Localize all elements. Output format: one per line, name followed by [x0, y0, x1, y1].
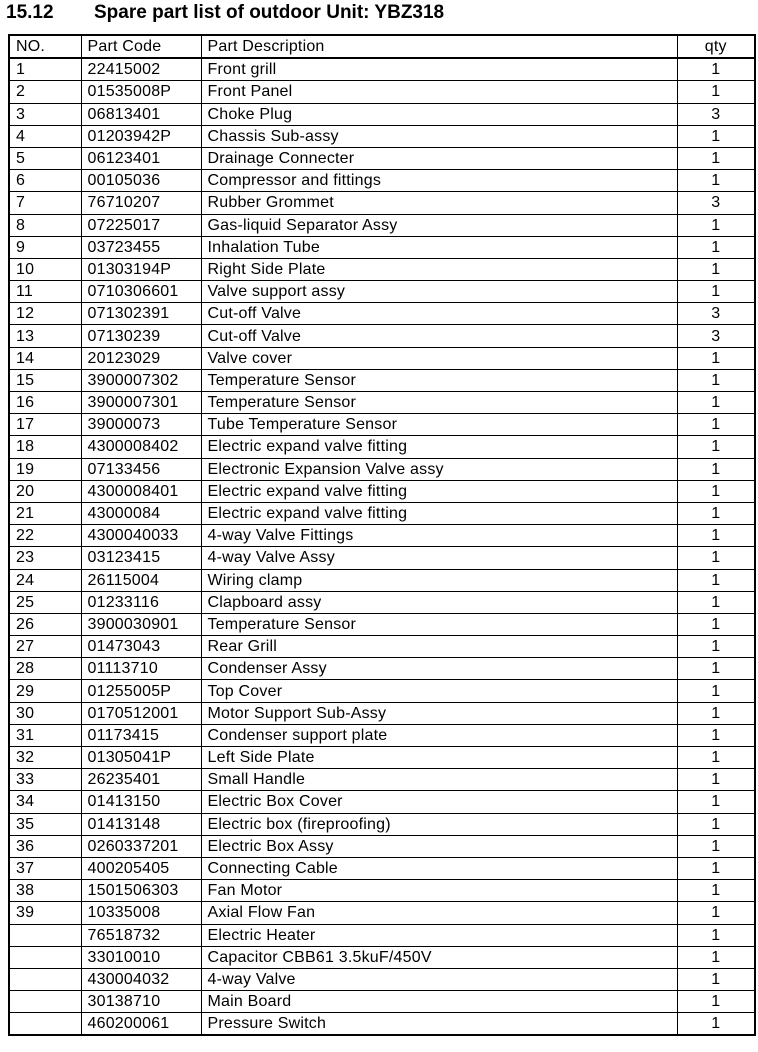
table-row [9, 658, 755, 680]
cell-qty: 1 [677, 702, 755, 724]
table-row [9, 81, 755, 103]
cell-qty: 1 [677, 835, 755, 857]
table-row [9, 547, 755, 569]
cell-qty: 1 [677, 946, 755, 968]
cell-no: 12 [9, 303, 81, 325]
table-row [9, 769, 755, 791]
cell-part-code: 01203942P [81, 125, 201, 147]
cell-part-description: Electric expand valve fitting [201, 436, 677, 458]
table-row [9, 58, 755, 81]
cell-part-description: Electric Box Cover [201, 791, 677, 813]
table-row [9, 946, 755, 968]
cell-part-description: Electric Box Assy [201, 835, 677, 857]
table-row [9, 325, 755, 347]
cell-qty: 1 [677, 58, 755, 81]
cell-no: 2 [9, 81, 81, 103]
table-row [9, 880, 755, 902]
cell-part-code: 3900007301 [81, 392, 201, 414]
cell-no: 15 [9, 369, 81, 391]
cell-part-description: Front grill [201, 58, 677, 81]
table-row [9, 835, 755, 857]
cell-qty: 1 [677, 547, 755, 569]
cell-part-code: 01303194P [81, 258, 201, 280]
cell-part-description: Electric Heater [201, 924, 677, 946]
cell-part-description: Choke Plug [201, 103, 677, 125]
table-row [9, 724, 755, 746]
cell-part-description: Valve cover [201, 347, 677, 369]
cell-qty: 1 [677, 436, 755, 458]
cell-part-code: 26235401 [81, 769, 201, 791]
cell-qty: 1 [677, 525, 755, 547]
cell-no: 28 [9, 658, 81, 680]
cell-qty: 1 [677, 392, 755, 414]
cell-part-code: 460200061 [81, 1013, 201, 1036]
table-row [9, 103, 755, 125]
cell-part-description: Electric box (fireproofing) [201, 813, 677, 835]
header-part-description: Part Description [201, 35, 677, 58]
cell-part-code: 4300040033 [81, 525, 201, 547]
header-part-code: Part Code [81, 35, 201, 58]
cell-qty: 1 [677, 502, 755, 524]
cell-qty: 3 [677, 325, 755, 347]
cell-part-code: 07133456 [81, 458, 201, 480]
cell-qty: 1 [677, 791, 755, 813]
cell-part-description: Axial Flow Fan [201, 902, 677, 924]
cell-part-code: 071302391 [81, 303, 201, 325]
cell-part-description: Valve support assy [201, 281, 677, 303]
cell-part-description: Front Panel [201, 81, 677, 103]
cell-part-code: 03123415 [81, 547, 201, 569]
cell-part-description: Wiring clamp [201, 569, 677, 591]
table-header-row [9, 35, 755, 58]
cell-part-code: 20123029 [81, 347, 201, 369]
cell-part-description: Cut-off Valve [201, 325, 677, 347]
cell-part-code: 01233116 [81, 591, 201, 613]
cell-part-description: Electric expand valve fitting [201, 502, 677, 524]
cell-part-code: 0170512001 [81, 702, 201, 724]
cell-no: 38 [9, 880, 81, 902]
cell-part-code: 07130239 [81, 325, 201, 347]
table-row [9, 991, 755, 1013]
cell-no: 16 [9, 392, 81, 414]
cell-part-code: 06813401 [81, 103, 201, 125]
cell-qty: 1 [677, 347, 755, 369]
cell-qty: 1 [677, 369, 755, 391]
cell-part-code: 01255005P [81, 680, 201, 702]
cell-no: 1 [9, 58, 81, 81]
cell-no: 21 [9, 502, 81, 524]
table-row [9, 369, 755, 391]
cell-qty: 1 [677, 591, 755, 613]
table-row [9, 857, 755, 879]
table-body [9, 58, 755, 1035]
cell-no: 36 [9, 835, 81, 857]
cell-no: 10 [9, 258, 81, 280]
cell-part-code: 07225017 [81, 214, 201, 236]
cell-part-description: Electric expand valve fitting [201, 480, 677, 502]
table-row [9, 436, 755, 458]
cell-qty: 1 [677, 658, 755, 680]
cell-no: 25 [9, 591, 81, 613]
cell-no: 37 [9, 857, 81, 879]
cell-part-code: 06123401 [81, 147, 201, 169]
cell-qty: 1 [677, 813, 755, 835]
cell-part-code: 76710207 [81, 192, 201, 214]
table-row [9, 303, 755, 325]
cell-part-description: Inhalation Tube [201, 236, 677, 258]
cell-no: 14 [9, 347, 81, 369]
cell-part-description: Temperature Sensor [201, 392, 677, 414]
cell-part-code: 10335008 [81, 902, 201, 924]
table-row [9, 170, 755, 192]
section-heading [4, 0, 754, 30]
cell-part-code: 0710306601 [81, 281, 201, 303]
cell-qty: 1 [677, 414, 755, 436]
cell-part-description: Main Board [201, 991, 677, 1013]
cell-part-description: Condenser support plate [201, 724, 677, 746]
cell-part-description: Clapboard assy [201, 591, 677, 613]
cell-qty: 1 [677, 569, 755, 591]
cell-no: 35 [9, 813, 81, 835]
cell-qty: 1 [677, 902, 755, 924]
table-row [9, 125, 755, 147]
cell-no [9, 946, 81, 968]
cell-no: 23 [9, 547, 81, 569]
table-row [9, 591, 755, 613]
table-row [9, 214, 755, 236]
cell-qty: 1 [677, 880, 755, 902]
cell-no: 32 [9, 747, 81, 769]
cell-part-description: Condenser Assy [201, 658, 677, 680]
cell-qty: 1 [677, 680, 755, 702]
table-row [9, 258, 755, 280]
cell-qty: 1 [677, 480, 755, 502]
cell-part-description: Right Side Plate [201, 258, 677, 280]
cell-no: 39 [9, 902, 81, 924]
cell-no: 7 [9, 192, 81, 214]
cell-qty: 1 [677, 924, 755, 946]
table-row [9, 968, 755, 990]
cell-part-code: 03723455 [81, 236, 201, 258]
table-row [9, 813, 755, 835]
cell-part-description: Tube Temperature Sensor [201, 414, 677, 436]
cell-part-code: 01413148 [81, 813, 201, 835]
cell-qty: 1 [677, 968, 755, 990]
cell-part-code: 0260337201 [81, 835, 201, 857]
cell-part-description: Chassis Sub-assy [201, 125, 677, 147]
cell-part-description: Top Cover [201, 680, 677, 702]
cell-part-code: 400205405 [81, 857, 201, 879]
cell-part-code: 43000084 [81, 502, 201, 524]
header-no: NO. [9, 35, 81, 58]
table-row [9, 147, 755, 169]
cell-part-description: Cut-off Valve [201, 303, 677, 325]
cell-part-code: 1501506303 [81, 880, 201, 902]
cell-part-description: Motor Support Sub-Assy [201, 702, 677, 724]
cell-part-code: 01173415 [81, 724, 201, 746]
cell-no [9, 968, 81, 990]
spare-parts-table [8, 34, 756, 1036]
cell-part-code: 33010010 [81, 946, 201, 968]
cell-part-code: 3900030901 [81, 613, 201, 635]
table-row [9, 502, 755, 524]
cell-part-code: 26115004 [81, 569, 201, 591]
cell-no: 19 [9, 458, 81, 480]
cell-part-description: 4-way Valve [201, 968, 677, 990]
cell-qty: 1 [677, 636, 755, 658]
cell-part-description: Pressure Switch [201, 1013, 677, 1036]
cell-no: 24 [9, 569, 81, 591]
cell-qty: 1 [677, 724, 755, 746]
table-row [9, 458, 755, 480]
cell-qty: 1 [677, 857, 755, 879]
cell-no: 8 [9, 214, 81, 236]
cell-part-description: 4-way Valve Fittings [201, 525, 677, 547]
cell-part-code: 39000073 [81, 414, 201, 436]
cell-part-code: 4300008402 [81, 436, 201, 458]
cell-qty: 1 [677, 991, 755, 1013]
cell-qty: 1 [677, 81, 755, 103]
cell-no [9, 924, 81, 946]
cell-part-code: 76518732 [81, 924, 201, 946]
cell-no: 22 [9, 525, 81, 547]
header-qty: qty [677, 35, 755, 58]
table-row [9, 414, 755, 436]
cell-no [9, 991, 81, 1013]
cell-no: 11 [9, 281, 81, 303]
cell-part-description: Rear Grill [201, 636, 677, 658]
cell-no: 4 [9, 125, 81, 147]
cell-no: 3 [9, 103, 81, 125]
cell-no: 18 [9, 436, 81, 458]
cell-part-code: 01305041P [81, 747, 201, 769]
cell-qty: 3 [677, 103, 755, 125]
cell-part-code: 00105036 [81, 170, 201, 192]
cell-part-code: 4300008401 [81, 480, 201, 502]
cell-part-description: Drainage Connecter [201, 147, 677, 169]
cell-no: 13 [9, 325, 81, 347]
table-row [9, 747, 755, 769]
cell-qty: 1 [677, 125, 755, 147]
cell-part-code: 01473043 [81, 636, 201, 658]
cell-no: 29 [9, 680, 81, 702]
section-title: Spare part list of outdoor Unit: YBZ318 [94, 2, 445, 23]
cell-no: 17 [9, 414, 81, 436]
table-row [9, 702, 755, 724]
cell-part-code: 22415002 [81, 58, 201, 81]
table-row [9, 192, 755, 214]
cell-qty: 1 [677, 458, 755, 480]
cell-qty: 1 [677, 147, 755, 169]
cell-no: 27 [9, 636, 81, 658]
cell-part-description: Gas-liquid Separator Assy [201, 214, 677, 236]
cell-part-description: Capacitor CBB61 3.5kuF/450V [201, 946, 677, 968]
cell-qty: 3 [677, 303, 755, 325]
table-row [9, 525, 755, 547]
table-row [9, 902, 755, 924]
cell-no: 20 [9, 480, 81, 502]
table-row [9, 613, 755, 635]
cell-part-description: Left Side Plate [201, 747, 677, 769]
cell-part-code: 01413150 [81, 791, 201, 813]
cell-qty: 1 [677, 214, 755, 236]
cell-part-code: 01535008P [81, 81, 201, 103]
cell-no: 6 [9, 170, 81, 192]
table-row [9, 236, 755, 258]
cell-no: 26 [9, 613, 81, 635]
cell-qty: 1 [677, 769, 755, 791]
cell-part-code: 430004032 [81, 968, 201, 990]
table-row [9, 791, 755, 813]
table-row [9, 392, 755, 414]
cell-no [9, 1013, 81, 1036]
cell-part-code: 01113710 [81, 658, 201, 680]
table-row [9, 1013, 755, 1036]
cell-part-description: Small Handle [201, 769, 677, 791]
cell-part-description: Temperature Sensor [201, 613, 677, 635]
cell-part-description: Connecting Cable [201, 857, 677, 879]
table-row [9, 680, 755, 702]
table-row [9, 347, 755, 369]
cell-part-description: Fan Motor [201, 880, 677, 902]
table-row [9, 636, 755, 658]
cell-part-description: 4-way Valve Assy [201, 547, 677, 569]
cell-no: 5 [9, 147, 81, 169]
cell-part-description: Rubber Grommet [201, 192, 677, 214]
table-row [9, 569, 755, 591]
cell-no: 31 [9, 724, 81, 746]
cell-part-description: Electronic Expansion Valve assy [201, 458, 677, 480]
cell-part-code: 3900007302 [81, 369, 201, 391]
cell-qty: 1 [677, 747, 755, 769]
table-row [9, 480, 755, 502]
cell-qty: 1 [677, 236, 755, 258]
section-number: 15.12 [6, 2, 54, 23]
table-row [9, 281, 755, 303]
cell-qty: 1 [677, 1013, 755, 1036]
cell-part-description: Compressor and fittings [201, 170, 677, 192]
cell-no: 33 [9, 769, 81, 791]
cell-qty: 1 [677, 170, 755, 192]
cell-part-code: 30138710 [81, 991, 201, 1013]
cell-part-description: Temperature Sensor [201, 369, 677, 391]
cell-qty: 1 [677, 281, 755, 303]
cell-qty: 3 [677, 192, 755, 214]
cell-qty: 1 [677, 258, 755, 280]
cell-no: 30 [9, 702, 81, 724]
cell-qty: 1 [677, 613, 755, 635]
cell-no: 34 [9, 791, 81, 813]
table-row [9, 924, 755, 946]
cell-no: 9 [9, 236, 81, 258]
